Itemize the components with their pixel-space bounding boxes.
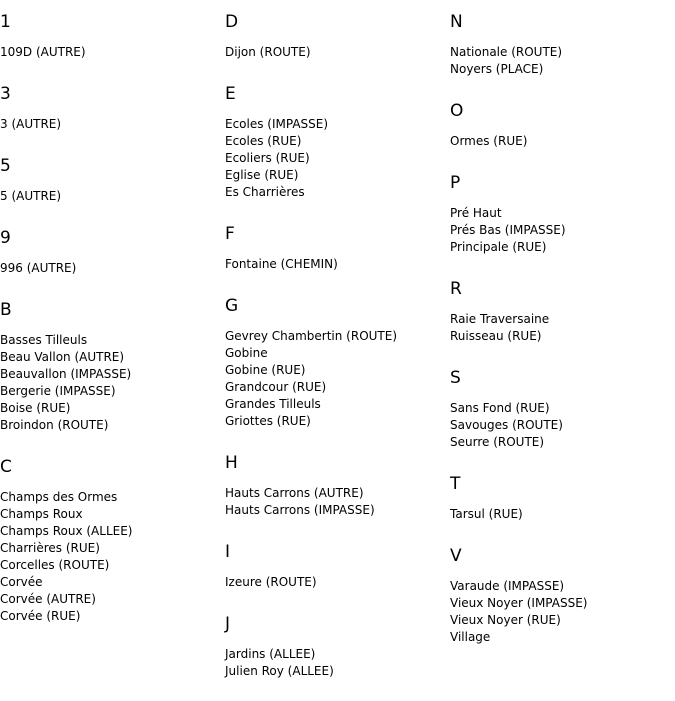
- letter-group: [225, 82, 440, 201]
- street-link[interactable]: Ruisseau (RUE): [450, 329, 542, 343]
- letter-group: [225, 222, 440, 273]
- street-link[interactable]: Beau Vallon (AUTRE): [0, 350, 125, 364]
- street-link[interactable]: Jardins (ALLEE): [225, 647, 316, 661]
- street-link[interactable]: Gevrey Chambertin (ROUTE): [225, 329, 398, 343]
- letter-group: [225, 540, 440, 591]
- letter-group: [0, 455, 215, 625]
- letter-heading: I: [225, 542, 231, 562]
- letter-group: [225, 10, 440, 61]
- street-link[interactable]: Hauts Carrons (AUTRE): [225, 486, 364, 500]
- street-list: [225, 116, 440, 201]
- letter-group: [450, 99, 665, 150]
- street-link[interactable]: Varaude (IMPASSE): [450, 579, 565, 593]
- street-link[interactable]: Griottes (RUE): [225, 414, 311, 428]
- letter-heading: D: [225, 12, 239, 32]
- street-list: [0, 260, 215, 277]
- street-link[interactable]: Broindon (ROUTE): [0, 418, 109, 432]
- street-link[interactable]: Ormes (RUE): [450, 134, 528, 148]
- street-list: [225, 574, 440, 591]
- street-link[interactable]: Dijon (ROUTE): [225, 45, 311, 59]
- street-link[interactable]: Sans Fond (RUE): [450, 401, 550, 415]
- street-list: [225, 485, 440, 519]
- letter-group: [225, 294, 440, 430]
- letter-heading: F: [225, 224, 235, 244]
- street-link[interactable]: Corcelles (ROUTE): [0, 558, 110, 572]
- letter-heading: E: [225, 84, 236, 104]
- letter-heading: C: [0, 457, 12, 477]
- letter-heading: J: [225, 614, 231, 634]
- letter-heading: 1: [0, 12, 11, 32]
- letter-group: [225, 451, 440, 519]
- letter-group: [450, 277, 665, 345]
- letter-heading: H: [225, 453, 238, 473]
- letter-heading: B: [0, 300, 12, 320]
- index-column-3: [450, 10, 665, 667]
- street-link[interactable]: Nationale (ROUTE): [450, 45, 563, 59]
- street-link[interactable]: Tarsul (RUE): [450, 507, 523, 521]
- street-link[interactable]: Ecoliers (RUE): [225, 151, 310, 165]
- street-link[interactable]: Charrières (RUE): [0, 541, 100, 555]
- street-list: [225, 646, 440, 680]
- street-link[interactable]: Champs Roux: [0, 507, 83, 521]
- street-list: [450, 133, 665, 150]
- street-link[interactable]: Raie Traversaine: [450, 312, 550, 326]
- letter-heading: T: [450, 474, 461, 494]
- street-list: [0, 44, 215, 61]
- street-list: [450, 506, 665, 523]
- street-link[interactable]: Corvée: [0, 575, 43, 589]
- letter-heading: O: [450, 101, 464, 121]
- street-link[interactable]: Prés Bas (IMPASSE): [450, 223, 566, 237]
- letter-heading: 5: [0, 156, 11, 176]
- street-list: [0, 188, 215, 205]
- letter-group: [450, 171, 665, 256]
- street-link[interactable]: Vieux Noyer (RUE): [450, 613, 561, 627]
- street-list: [450, 578, 665, 646]
- street-list: [450, 44, 665, 78]
- street-link[interactable]: Corvée (AUTRE): [0, 592, 96, 606]
- street-link[interactable]: 109D (AUTRE): [0, 45, 86, 59]
- letter-heading: S: [450, 368, 461, 388]
- street-link[interactable]: Boise (RUE): [0, 401, 71, 415]
- street-link[interactable]: Fontaine (CHEMIN): [225, 257, 338, 271]
- letter-group: [0, 154, 215, 205]
- street-link[interactable]: Eglise (RUE): [225, 168, 299, 182]
- letter-heading: P: [450, 173, 461, 193]
- street-link[interactable]: Izeure (ROUTE): [225, 575, 317, 589]
- street-link[interactable]: Vieux Noyer (IMPASSE): [450, 596, 588, 610]
- letter-group: [0, 82, 215, 133]
- street-link[interactable]: Basses Tilleuls: [0, 333, 88, 347]
- street-list: [0, 332, 215, 434]
- street-list: [450, 311, 665, 345]
- street-link[interactable]: Hauts Carrons (IMPASSE): [225, 503, 375, 517]
- street-link[interactable]: Village: [450, 630, 491, 644]
- street-link[interactable]: 5 (AUTRE): [0, 189, 62, 203]
- street-link[interactable]: Ecoles (IMPASSE): [225, 117, 329, 131]
- street-link[interactable]: Corvée (RUE): [0, 609, 81, 623]
- street-link[interactable]: Gobine (RUE): [225, 363, 306, 377]
- street-link[interactable]: Principale (RUE): [450, 240, 547, 254]
- street-link[interactable]: Julien Roy (ALLEE): [225, 664, 334, 678]
- index-column-1: [0, 10, 215, 646]
- letter-group: [0, 298, 215, 434]
- street-list: [225, 44, 440, 61]
- street-link[interactable]: Champs Roux (ALLEE): [0, 524, 133, 538]
- street-list: [225, 256, 440, 273]
- street-link[interactable]: 996 (AUTRE): [0, 261, 77, 275]
- street-link[interactable]: 3 (AUTRE): [0, 117, 62, 131]
- letter-group: [450, 366, 665, 451]
- street-link[interactable]: Ecoles (RUE): [225, 134, 302, 148]
- street-link[interactable]: Es Charrières: [225, 185, 305, 199]
- street-link[interactable]: Grandcour (RUE): [225, 380, 327, 394]
- street-list: [0, 489, 215, 625]
- letter-heading: 9: [0, 228, 11, 248]
- letter-group: [450, 10, 665, 78]
- letter-heading: G: [225, 296, 239, 316]
- letter-heading: N: [450, 12, 463, 32]
- street-link[interactable]: Pré Haut: [450, 206, 502, 220]
- street-link[interactable]: Noyers (PLACE): [450, 62, 544, 76]
- letter-heading: V: [450, 546, 462, 566]
- street-list: [225, 328, 440, 430]
- letter-group: [450, 544, 665, 646]
- street-link[interactable]: Beauvallon (IMPASSE): [0, 367, 132, 381]
- letter-heading: 3: [0, 84, 11, 104]
- street-list: [450, 205, 665, 256]
- street-link[interactable]: Bergerie (IMPASSE): [0, 384, 116, 398]
- street-list: [0, 116, 215, 133]
- street-link[interactable]: Savouges (ROUTE): [450, 418, 563, 432]
- street-link[interactable]: Champs des Ormes: [0, 490, 118, 504]
- street-list: [450, 400, 665, 451]
- letter-group: [225, 612, 440, 680]
- street-link[interactable]: Seurre (ROUTE): [450, 435, 545, 449]
- street-link[interactable]: Gobine: [225, 346, 268, 360]
- street-link[interactable]: Grandes Tilleuls: [225, 397, 321, 411]
- letter-group: [450, 472, 665, 523]
- letter-heading: R: [450, 279, 462, 299]
- index-column-2: [225, 10, 440, 701]
- letter-group: [0, 10, 215, 61]
- letter-group: [0, 226, 215, 277]
